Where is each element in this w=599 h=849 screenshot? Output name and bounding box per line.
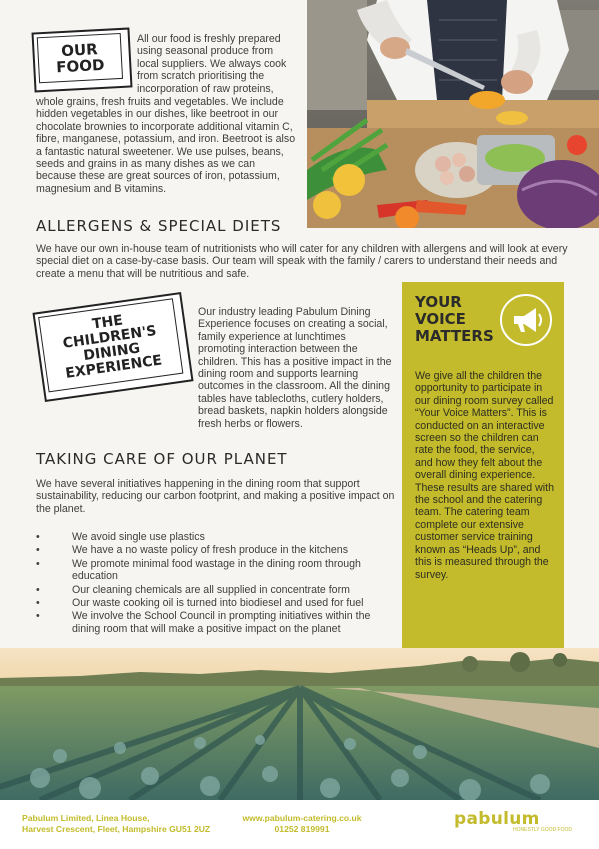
- planet-heading: TAKING CARE OF OUR PLANET: [36, 450, 288, 468]
- planet-intro: We have several initiatives happening in the dining room that support sustainability, reducing our carbon footprint, and making a positive impact on the planet.: [36, 478, 395, 515]
- your-voice-matters-panel: [402, 282, 564, 648]
- website-link[interactable]: www.pabulum-catering.co.uk: [242, 813, 362, 823]
- phone-number: 01252 819991: [274, 824, 330, 834]
- allergens-heading: ALLERGENS & SPECIAL DIETS: [36, 217, 282, 235]
- cabbage-field-photo: [0, 648, 599, 800]
- voice-title-line3: MATTERS: [415, 327, 494, 345]
- voice-title-line2: VOICE: [415, 310, 466, 328]
- list-item: • Our cleaning chemicals are all supplied in concentrate form: [32, 584, 400, 596]
- megaphone-icon: [500, 294, 552, 346]
- allergens-body: We have our own in-house team of nutritionists who will cater for any children with allergens and will look at every special diet on a case-by-case basis. Our team will speak with the family / carers to understand their needs and create a menu that will be nutritious and safe.: [36, 243, 568, 280]
- voice-title-line1: YOUR: [415, 293, 462, 311]
- logo-tagline: HONESTLY GOOD FOOD: [513, 827, 572, 833]
- footer-address: [22, 813, 210, 835]
- list-item: • We have a no waste policy of fresh produce in the kitchens: [32, 544, 400, 556]
- our-food-stamp-text: OUR FOOD: [55, 40, 105, 77]
- list-item: • We promote minimal food wastage in the dining room through education: [32, 558, 400, 583]
- footer: [0, 800, 599, 849]
- voice-title: [415, 294, 494, 345]
- our-food-body: whole grains, fresh fruits and vegetables. We include hidden vegetables in our dishes, like beetroot in our chocolate brownies to incorporate additional vitamin C, fibre, manganese, potassium, and iron. Beetroot is also a fantastic natural sweetener. We use pulses, beans, seeds and grains in as many dishes as we can because these are great sources of iron, potassium, magnesium and B vitamins.: [36, 96, 296, 195]
- logo-wordmark: pabulum: [454, 809, 540, 829]
- pabulum-logo: [454, 809, 582, 833]
- our-food-intro: All our food is freshly prepared using seasonal produce from local suppliers. We always cook from scratch prioritising the incorporation of raw proteins,: [137, 33, 287, 95]
- dining-body: Our industry leading Pabulum Dining Experience focuses on creating a social, family experience at lunchtimes promoting interaction between the children. This has a positive impact in the dining room and supports learning outcomes in the classroom. All the dining tables have tablecloths, cutlery holders, bread baskets, napkin holders alongside fresh herbs or flowers.: [198, 306, 392, 430]
- voice-body: We give all the children the opportunity to participate in our dining room survey called “Your Voice Matters”. This is conducted on an interactive screen so the children can rate the food, the service, and how they felt about the overall dining experience. These results are shared with the school and the catering team. The catering team complete our extensive customer service training known as “Heads Up”, and this is measured through the survey.: [415, 370, 554, 581]
- address-line2: Harvest Crescent, Fleet, Hampshire GU51 2UZ: [22, 824, 211, 834]
- address-line1: Pabulum Limited, Linea House,: [22, 813, 150, 823]
- list-item: • Our waste cooking oil is turned into biodiesel and used for fuel: [32, 597, 400, 609]
- dining-stamp-text: THE CHILDREN'S DINING EXPERIENCE: [61, 312, 164, 382]
- list-item: • We avoid single use plastics: [32, 531, 400, 543]
- chef-photo: [307, 0, 599, 228]
- dining-experience-stamp: [32, 292, 193, 402]
- footer-contact: [236, 813, 368, 835]
- planet-list: [32, 531, 400, 636]
- our-food-stamp: [31, 27, 132, 92]
- list-item: • We involve the School Council in prompting initiatives within the dining room that will make a positive impact on the planet: [32, 610, 400, 635]
